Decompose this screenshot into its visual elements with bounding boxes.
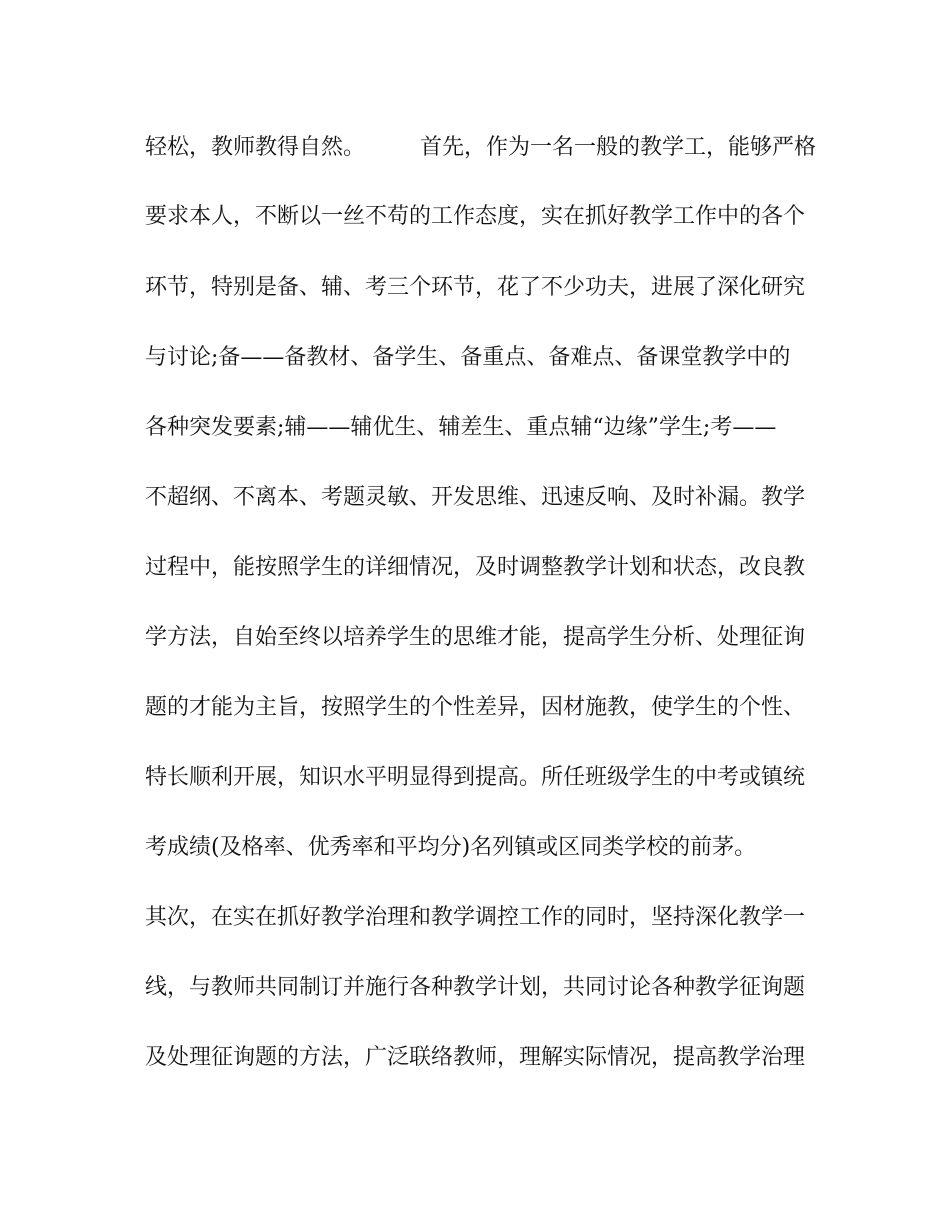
text-line: 及处理征询题的方法，广泛联络教师，理解实际情况，提高教学治理 bbox=[145, 1045, 806, 1070]
text-line: 轻松，教师教得自然。 首先，作为一名一般的教学工，能够严格 bbox=[145, 135, 817, 160]
text-line: 过程中，能按照学生的详细情况，及时调整教学计划和状态，改良教 bbox=[145, 555, 806, 580]
text-line: 环节，特别是备、辅、考三个环节，花了不少功夫，进展了深化研究 bbox=[145, 275, 806, 300]
text-line: 学方法，自始至终以培养学生的思维才能，提高学生分析、处理征询 bbox=[145, 625, 806, 650]
text-line: 线，与教师共同制订并施行各种教学计划，共同讨论各种教学征询题 bbox=[145, 975, 806, 1000]
text-line: 特长顺利开展，知识水平明显得到提高。所任班级学生的中考或镇统 bbox=[145, 765, 806, 790]
text-line: 其次，在实在抓好教学治理和教学调控工作的同时，坚持深化教学一 bbox=[145, 905, 806, 930]
text-line: 题的才能为主旨，按照学生的个性差异，因材施教，使学生的个性、 bbox=[145, 695, 806, 720]
text-line: 要求本人，不断以一丝不苟的工作态度，实在抓好教学工作中的各个 bbox=[145, 204, 806, 229]
text-line: 与讨论;备——备教材、备学生、备重点、备难点、备课堂教学中的 bbox=[145, 345, 791, 370]
text-line: 不超纲、不离本、考题灵敏、开发思维、迅速反响、及时补漏。教学 bbox=[145, 485, 806, 510]
text-line: 各种突发要素;辅——辅优生、辅差生、重点辅“边缘”学生;考—— bbox=[145, 415, 777, 440]
text-line: 考成绩(及格率、优秀率和平均分)名列镇或区同类学校的前茅。 bbox=[145, 835, 757, 860]
